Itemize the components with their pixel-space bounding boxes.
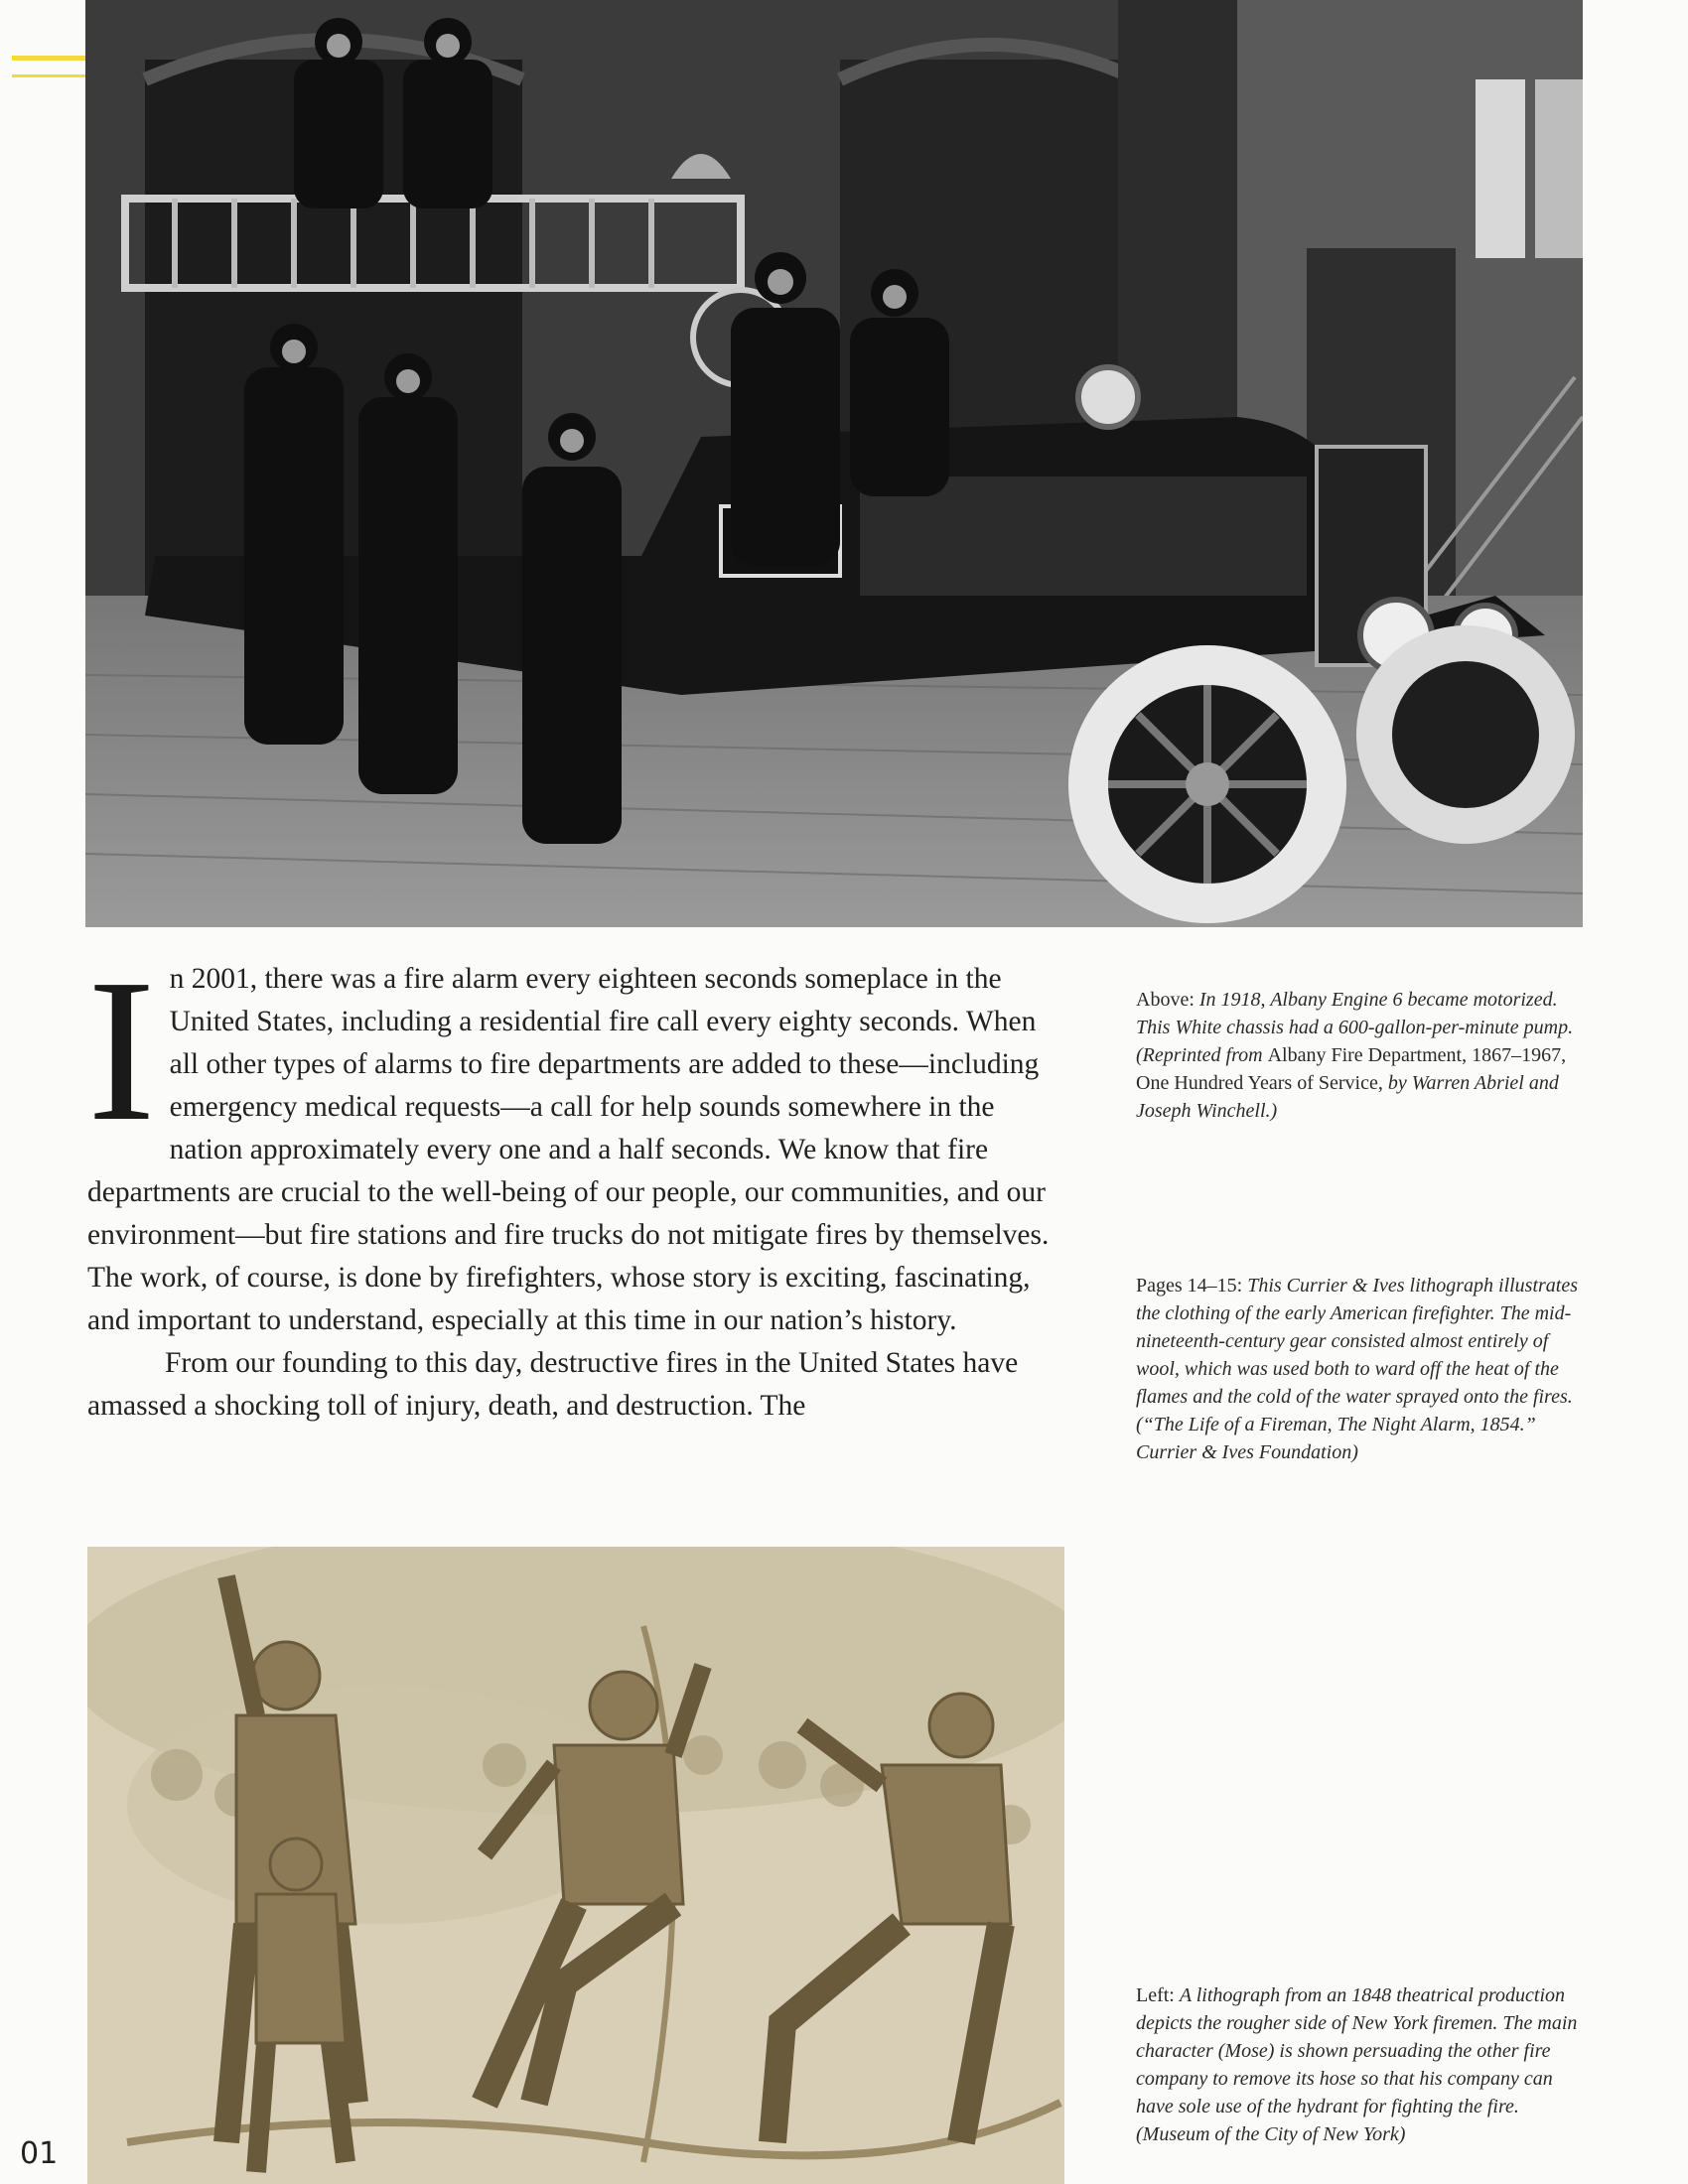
lithograph-image [87,1547,1064,2184]
paragraph-2: From our founding to this day, destructive fires in the United States have amassed a shocking toll of injury, death, and destruction. The [87,1347,1019,1422]
caption-above-label: Above: [1136,989,1199,1011]
caption-left [1136,1981,1579,2148]
page-number: 01 [20,2136,59,2171]
main-article-text [87,936,1058,1428]
yellow-accent-bar [12,56,85,77]
caption-above-text: In 1918, Albany Engine 6 became motorized. This White chassis had a 600-gallon-per-minute pump. (Reprinted from [1136,989,1574,1066]
paragraph-1 [87,936,1058,1342]
caption-pages-label: Pages 14–15: [1136,1275,1248,1297]
caption-pages-text: This Currier & Ives lithograph illustrates the clothing of the early American firefighter. The mid-nineteenth-century gear consisted almost entirely of wool, which was used both to ward off the heat of the flames and the cold of the water sprayed onto the fires. (“The Life of a Fireman, The Night Alarm, 1854.” Currier & Ives Foundation) [1136,1275,1579,1463]
caption-above-source: Albany Fire Department, 1867–1967, One Hundred Years of Service, [1136,1044,1567,1094]
caption-pages [1136,1272,1579,1466]
caption-left-text: A lithograph from an 1848 theatrical production depicts the rougher side of New York firemen. The main character (Mose) is shown persuading the other fire company to remove its hose so that his company can have sole use of the hydrant for fighting the fire. (Museum of the City of New York) [1136,1984,1578,2145]
caption-above-text-end: by Warren Abriel and Joseph Winchell.) [1136,1072,1559,1122]
caption-above [1136,986,1579,1125]
fire-engine-photo [85,0,1583,927]
caption-left-label: Left: [1136,1984,1180,2006]
paragraph-1-text: n 2001, there was a fire alarm every eighteen seconds someplace in the United States, including a residential fire call every eighty seconds. When all other types of alarms to fire departments are added to these—including emergency medical requests—a call for help sounds somewhere in the nation approximately every one and a half seconds. We know that fire departments are crucial to the well-being of our people, our communities, and our environment—but fire stations and fire trucks do not mitigate fires by themselves. The work, of course, is done by firefighters, whose story is exciting, fascinating, and important to understand, especially at this time in our nation’s history. [87,963,1050,1336]
drop-cap: I [87,936,156,1163]
